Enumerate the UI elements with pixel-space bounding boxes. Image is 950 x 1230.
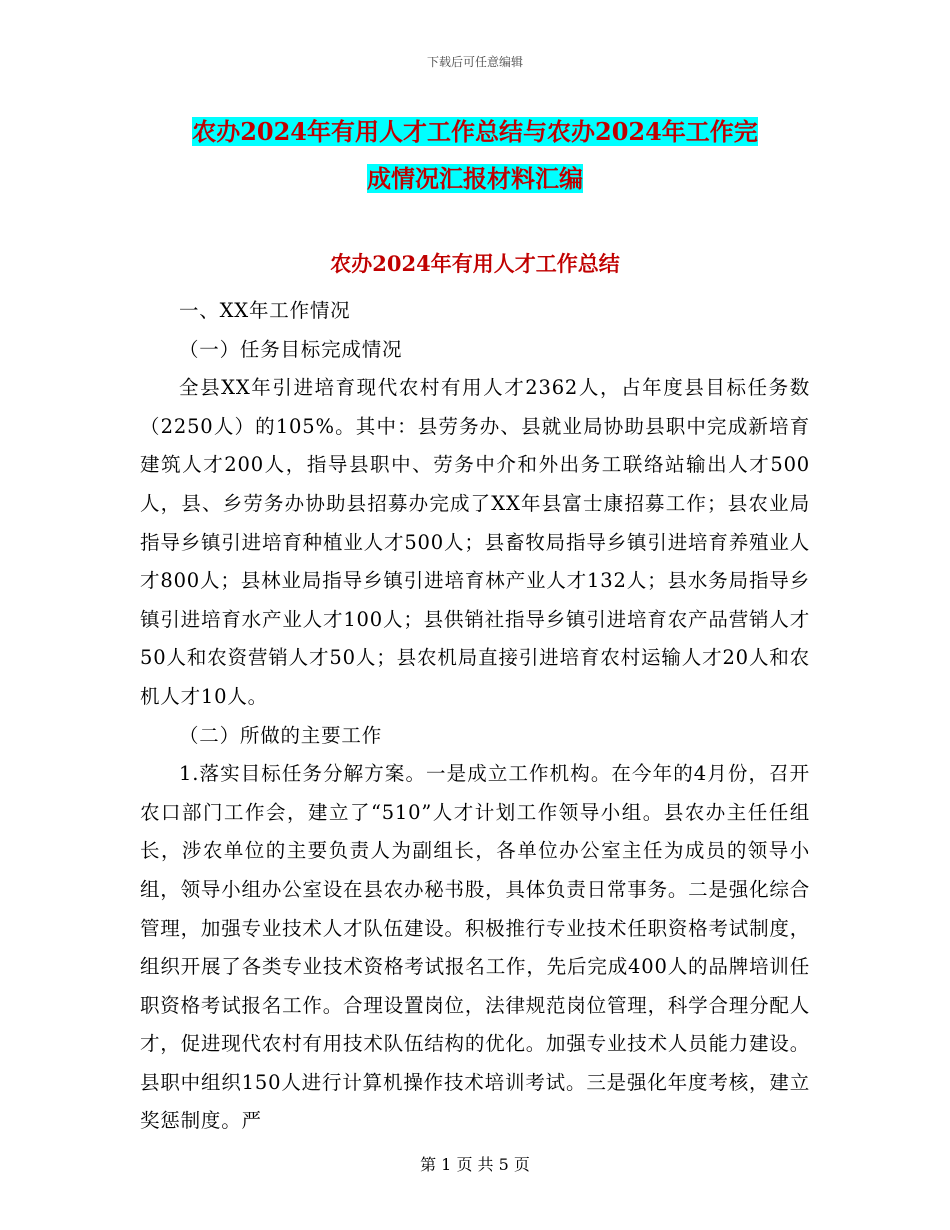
paragraph-body-2: 1.落实目标任务分解方案。一是成立工作机构。在今年的4月份，召开农口部门工作会，建立了“510”人才计划工作领导小组。县农办主任任组长，涉农单位的主要负责人为副组长，各单位办公室主任为成员的领导小组，领导小组办公室设在县农办秘书股，具体负责日常事务。二是强化综合管理，加强专业技术人才队伍建设。积极推行专业技术任职资格考试制度，组织开展了各类专业技术资格考试报名工作，先后完成400人的品牌培训任职资格考试报名工作。合理设置岗位，法律规范岗位管理，科学合理分配人才，促进现代农村有用技术队伍结构的优化。加强专业技术人员能力建设。县职中组织150人进行计算机操作技术培训考试。三是强化年度考核，建立奖惩制度。严 (140, 762, 810, 1133)
body-text (140, 292, 810, 1141)
page-header: 下载后可任意编辑 (426, 55, 523, 69)
document-title-line-1: 农办2024年有用人才工作总结与农办2024年工作完 (192, 117, 758, 146)
paragraph-subheading-2: （二）所做的主要工作 (179, 723, 383, 747)
paragraph-body-1: 全县XX年引进培育现代农村有用人才2362人，占年度县目标任务数（2250人）的105%。其中：县劳务办、县就业局协助县职中完成新培育建筑人才200人，指导县职中、劳务中介和外出务工联络站输出人才500人，县、乡劳务办协助县招募办完成了XX年县富士康招募工作；县农业局指导乡镇引进培育种植业人才500人；县畜牧局指导乡镇引进培育养殖业人才800人；县林业局指导乡镇引进培育林产业人才132人；县水务局指导乡镇引进培育水产业人才100人；县供销社指导乡镇引进培育农产品营销人才50人和农资营销人才50人；县农机局直接引进培育农村运输人才20人和农机人才10人。 (140, 376, 810, 708)
page-number: 第 1 页 共 5 页 (420, 1155, 530, 1174)
paragraph-heading-1: 一、XX年工作情况 (179, 299, 351, 322)
document-title-line-2: 成情况汇报材料汇编 (367, 164, 583, 193)
document-title (140, 108, 810, 202)
paragraph-subheading-1: （一）任务目标完成情况 (179, 337, 403, 361)
section-title: 农办2024年有用人才工作总结 (330, 251, 620, 276)
